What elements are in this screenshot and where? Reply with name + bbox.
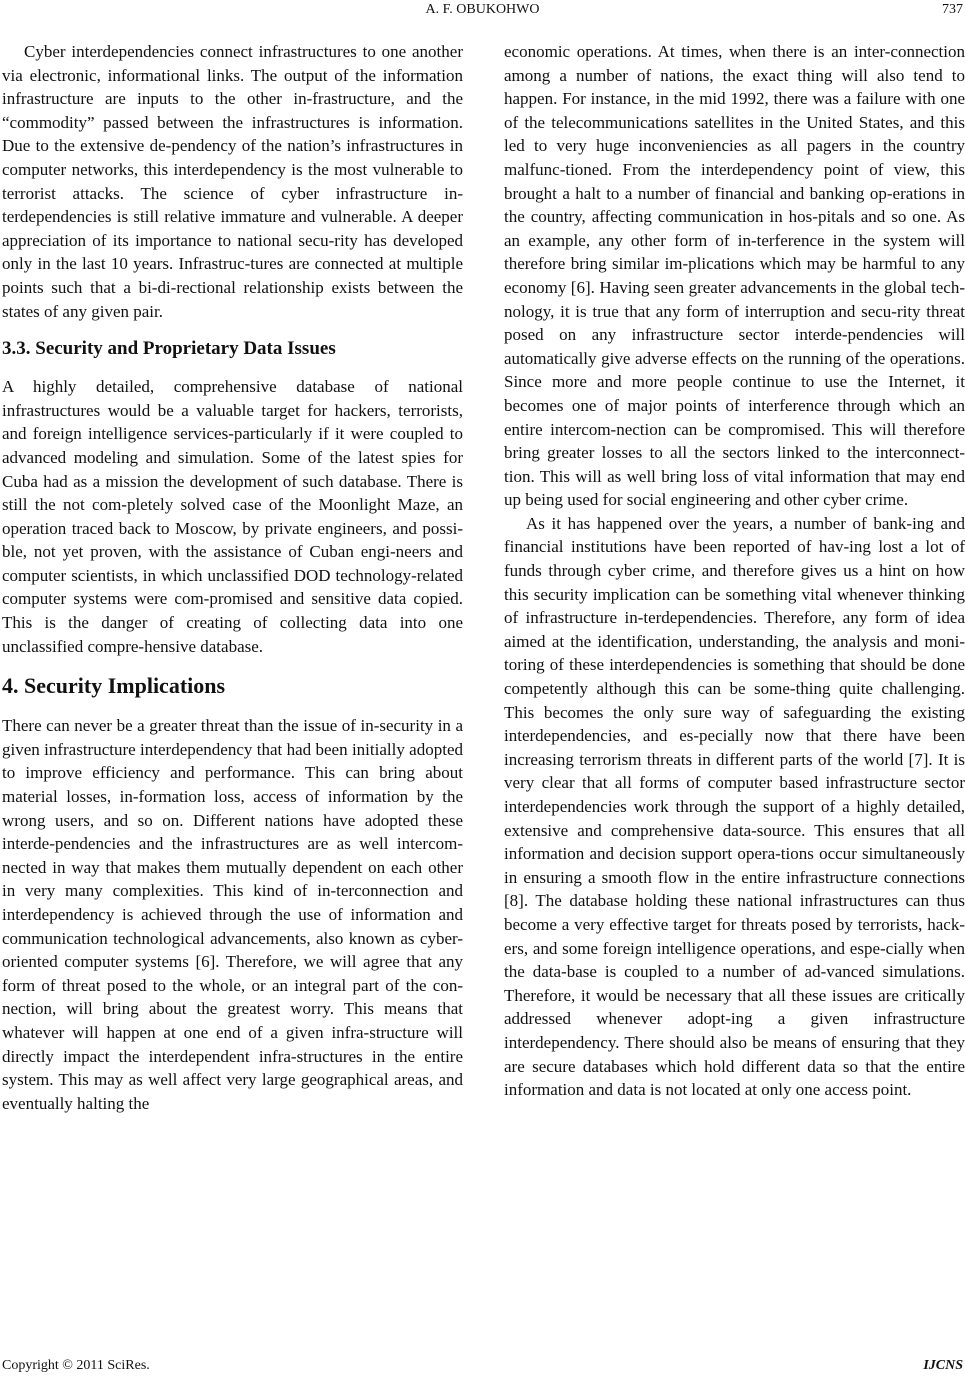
section-heading-4: 4. Security Implications bbox=[2, 673, 226, 699]
section-heading-3-3: 3.3. Security and Proprietary Data Issues bbox=[2, 338, 336, 360]
paragraph-economic-operations: economic operations. At times, when there is an inter-connection among a number of nations, the exact thing will also tend to happen. For instance, in the mid 1992, there was a failure with one of the telecommunications satellites in the United States, and this led to very huge inconveniencies as all pagers in the country malfunc-tioned. From the interdependency point of view, this brought a halt to a number of financial and banking op-erations in the country, affecting communication in hos-pitals and so one. As an example, any other form of in-terference in the system will therefore bring similar im-plications which may be harmful to any economy [6]. Having seen greater advancements in the global tech-nology, it is true that any form of interruption and secu-rity threat posed on any infrastructure sector interde-pendencies will automatically give adverse effects on the running of the operations. Since more and more people continue to use the Internet, it becomes one of major points of interference through which an entire intercom-nection can be compromised. This will therefore bring greater losses to all the sectors linked to the interconnect-tion. This will as well bring loss of vital information that may end up being used for social engineering and other cyber crime. bbox=[504, 42, 965, 510]
page-footer bbox=[2, 1358, 963, 1378]
journal-name: IJCNS bbox=[923, 1358, 963, 1373]
paragraph-cyber-interdependencies: Cyber interdependencies connect infrastructures to one another via electronic, informational links. The output of the information infrastructure are inputs to the other in-frastructure, and the “commodity” passed between the infrastructures is information. Due to the extensive de-pendency of the nation’s infrastructures in computer networks, this interdependency is the most vulnerable to terrorist attacks. The science of cyber infrastructure in-terdependencies is still relative immature and vulnerable. A deeper appreciation of its importance to national secu-rity has developed only in the last 10 years. Infrastruc-tures are connected at multiple points such that a bi-di-rectional relationship exists between the states of any given pair. bbox=[2, 42, 463, 321]
running-head-author: A. F. OBUKOHWO bbox=[425, 2, 540, 17]
paragraph-proprietary-data: A highly detailed, comprehensive database of national infrastructures would be a valuable target for hackers, terrorists, and foreign intelligence services-particularly if it were coupled to advanced modeling and simulation. Some of the latest spies for Cuba had as a mission the development of such database. There is still the not com-pletely solved case of the Moonlight Maze, an operation traced back to Moscow, by private engineers, and possi-ble, not yet proven, with the assistance of Cuban engi-neers and computer scientists, in which unclassified DOD technology-related computer systems were com-promised and sensitive data copied. This is the danger of creating of collecting data into one unclassified compre-hensive database. bbox=[2, 377, 463, 656]
right-column bbox=[504, 40, 965, 1102]
copyright-notice: Copyright © 2011 SciRes. bbox=[2, 1358, 150, 1373]
page-number: 737 bbox=[942, 2, 963, 17]
paragraph-security-implications: There can never be a greater threat than the issue of in-security in a given infrastructure interdependency that had been initially adopted to improve efficiency and performance. This can bring about material losses, in-formation loss, access of information by the wrong users, and so on. Different nations have adopted these interde-pendencies and the infrastructures are as well intercom-nected in way that makes them mutually dependent on each other in very many complexities. This kind of in-terconnection and interdependency is achieved through the use of information and communication technological advancements, also known as cyber-oriented computer systems [6]. Therefore, we will agree that any form of threat posed to the whole, or an integral part of the con-nection, will bring about the greatest worry. This means that whatever will happen at one end of a given infra-structure will directly impact the interdependent infra-structures in the entire system. This may as well affect very large geographical areas, and eventually halting the bbox=[2, 716, 463, 1113]
paragraph-banking-institutions: As it has happened over the years, a number of bank-ing and financial institutions have been reported of hav-ing lost a lot of funds through cyber crime, and therefore gives us a hint on how this security implication can be something vital whenever thinking of infrastructure in-terdependencies. Therefore, any form of idea aimed at the identification, understanding, the analysis and moni-toring of these interdependencies is something that should be done competently although this can be some-thing quite challenging. This becomes the only sure way of safeguarding the existing interdependencies, and es-pecially now that there have been increasing terrorism threats in different parts of the world [7]. It is very clear that all forms of computer based infrastructure sector interdependencies work through the support of a highly detailed, extensive and comprehensive data-source. This ensures that all information and decision support opera-tions occur simultaneously in ensuring a smooth flow in the entire infrastructure connections [8]. The database holding these national infrastructures can thus become a very effective target for threats posed by terrorists, hack-ers, and some foreign intelligence operations, and espe-cially when the data-base is coupled to a number of ad-vanced simulations. Therefore, it would be necessary that all these issues are critically addressed whenever adopt-ing a given infrastructure interdependency. There should also be means of ensuring that they are secure databases which hold different data so that the entire information and data is not located at only one access point. bbox=[504, 513, 965, 1100]
page-header bbox=[0, 2, 965, 22]
left-column bbox=[2, 40, 463, 1115]
